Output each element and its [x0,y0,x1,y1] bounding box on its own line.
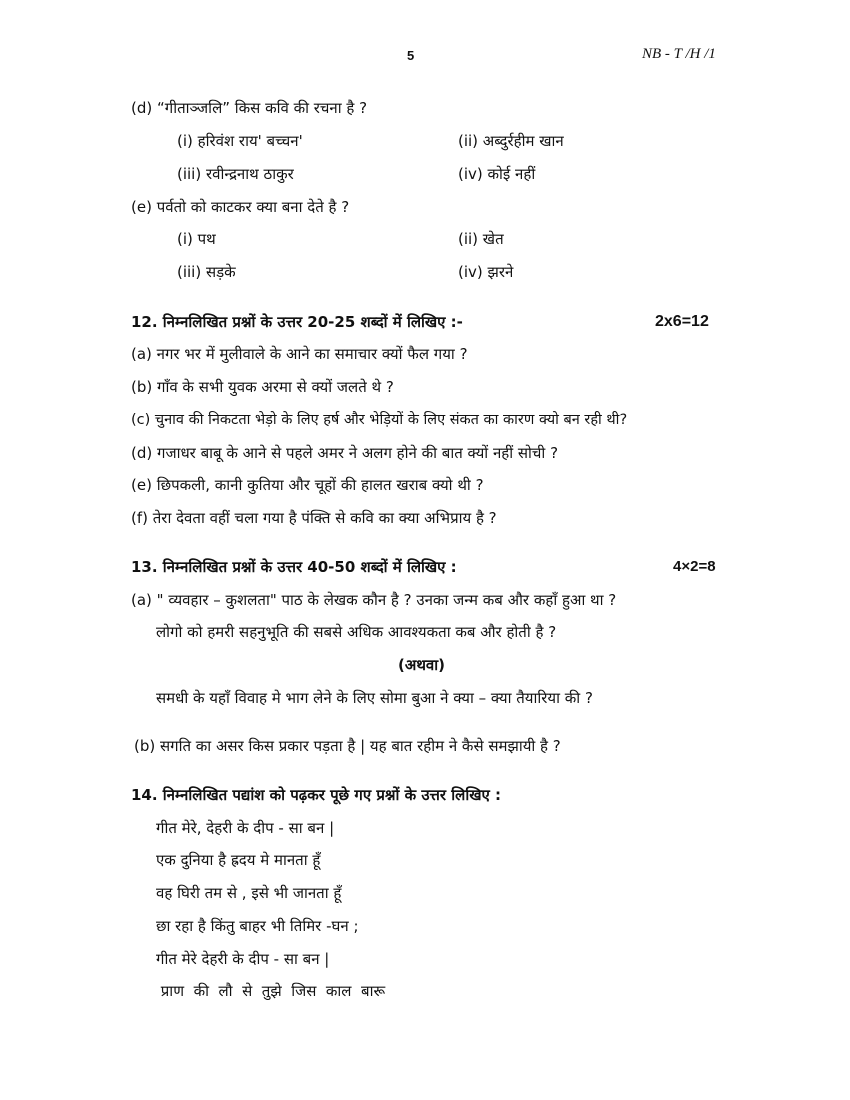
page-number: 5 [407,48,415,63]
poem-line-6: प्राण की लौ से तुझे जिस काल बारू [156,982,386,1000]
q11e-option-1: (i) पथ [177,230,216,248]
q12-title: 12. निम्नलिखित प्रश्नों के उत्तर 20-25 शब्दों में लिखिए :- [131,313,463,331]
q13-b: (b) सगति का असर किस प्रकार पड़ता है | यह बात रहीम ने कैसे समझायी है ? [134,737,561,755]
poem-line-1: गीत मेरे, देहरी के दीप - सा बन | [156,819,335,837]
poem-line-4: छा रहा है किंतु बाहर भी तिमिर -घन ; [156,917,359,935]
poem-line-2: एक दुनिया है ह्रदय मे मानता हूँ [156,851,321,869]
q12-item-a: (a) नगर भर में मुलीवाले के आने का समाचार क्यों फैल गया ? [131,345,468,363]
poem-line-3: वह घिरी तम से , इसे भी जानता हूँ [156,884,342,902]
q12-item-c: (c) चुनाव की निकटता भेड़ो के लिए हर्ष और भेड़ियों के लिए संकत का कारण क्यो बन रही थी? [131,412,628,428]
q13-a-line1: (a) " व्यवहार – कुशलता" पाठ के लेखक कौन है ? उनका जन्म कब और कहाँ हुआ था ? [131,591,617,609]
q12-item-f: (f) तेरा देवता वहीं चला गया है पंक्ति से कवि का क्या अभिप्राय है ? [131,509,497,527]
q11e-label: (e) [131,198,152,216]
paper-code: NB - T /H /1 [642,46,716,62]
q12-item-d: (d) गजाधर बाबू के आने से पहले अमर ने अलग होने की बात क्यों नहीं सोची ? [131,444,559,462]
q14-title: 14. निम्नलिखित पद्यांश को पढ़कर पूछे गए प्रश्नों के उत्तर लिखिए : [131,786,501,804]
q11d-option-2: (ii) अब्दुर्रहीम खान [458,132,564,150]
q13-a-line2: लोगो को हमरी सहनुभूति की सबसे अधिक आवश्यकता कब और होती है ? [156,623,557,641]
q13-a-alternative: समधी के यहाँ विवाह मे भाग लेने के लिए सोमा बुआ ने क्या – क्या तैयारिया की ? [156,689,593,707]
q11d-label: (d) [131,99,153,117]
q11d-question [131,98,367,118]
q11d-option-1: (i) हरिवंश राय' बच्चन' [177,132,303,150]
q11e-option-4: (iv) झरने [458,263,514,281]
q11d-option-4: (iv) कोई नहीं [458,165,536,183]
q11e-text: पर्वतो को काटकर क्या बना देते है ? [156,198,350,216]
q11e-question [131,197,349,217]
q12-item-e: (e) छिपकली, कानी कुतिया और चूहों की हालत खराब क्यो थी ? [131,476,484,494]
q11d-option-3: (iii) रवीन्द्रनाथ ठाकुर [177,165,294,183]
poem-line-5: गीत मेरे देहरी के दीप - सा बन | [156,950,330,968]
q11d-text: “गीताञ्जलि” किस कवि की रचना है ? [157,99,368,117]
q13-or: (अथवा) [398,656,445,674]
q11e-option-3: (iii) सड़के [177,263,236,281]
q13-title: 13. निम्नलिखित प्रश्नों के उत्तर 40-50 शब्दों में लिखिए : [131,558,457,576]
q12-item-b: (b) गाँव के सभी युवक अरमा से क्यों जलते थे ? [131,378,394,396]
q13-marks: 4×2=8 [673,558,716,575]
q12-marks: 2x6=12 [655,313,709,330]
q11e-option-2: (ii) खेत [458,230,504,248]
